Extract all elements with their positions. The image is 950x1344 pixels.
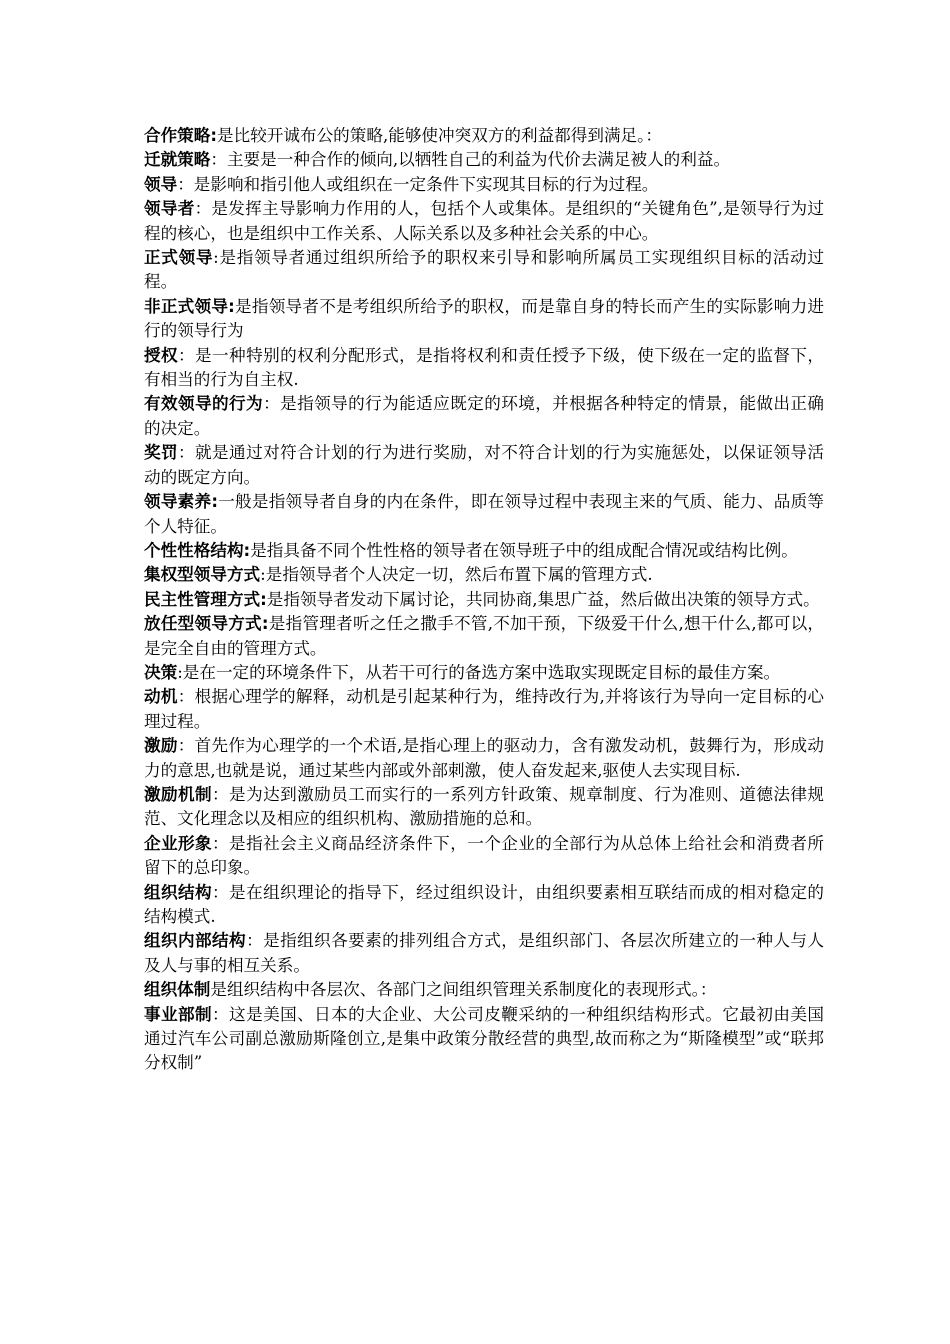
- term: 动机: [144, 687, 178, 707]
- definition: ：首先作为心理学的一个术语,是指心理上的驱动力，含有激发动机，鼓舞行为，形成动力的意思,也就是说，通过某些内部或外部刺激，使人奋发起来,驱使人去实现目标.: [144, 736, 825, 780]
- entry-accommodation-strategy: [144, 148, 824, 172]
- term: 领导者: [144, 199, 195, 219]
- definition: ：是指组织各要素的排列组合方式，是组织部门、各层次所建立的一种人与人及人与事的相互关系。: [144, 931, 824, 975]
- entry-formal-leadership: [144, 246, 824, 295]
- term: 企业形象: [144, 833, 213, 853]
- term: 组织内部结构: [144, 931, 247, 951]
- term: 正式领导: [144, 248, 214, 268]
- entry-laissez-faire-style: [144, 612, 824, 661]
- definition: ：是为达到激励员工而实行的一系列方针政策、规章制度、行为准则、道德法律规范、文化理念以及相应的组织机构、激励措施的总和。: [144, 784, 825, 829]
- entry-personality-structure: [144, 539, 824, 563]
- term: 组织结构: [144, 882, 213, 902]
- term: 激励机制: [144, 784, 213, 804]
- entry-organizational-system: [144, 978, 824, 1002]
- term: 奖罚: [144, 443, 179, 463]
- definition: :是在一定的环境条件下，从若干可行的备选方案中选取实现既定目标的最佳方案。: [177, 662, 781, 682]
- entry-organizational-structure: [144, 881, 824, 930]
- term: 非正式领导:: [144, 296, 235, 316]
- definition: ：根据心理学的解释，动机是引起某种行为，维持改行为,并将该行为导向一定目标的心理过程。: [144, 687, 825, 731]
- definition: ：是发挥主导影响力作用的人，包括个人或集体。是组织的“关键角色”,是领导行为过程的核心，也是组织中工作关系、人际关系以及多种社会关系的中心。: [144, 199, 824, 243]
- term: 个性性格结构:: [144, 540, 251, 560]
- definition: :是指领导者通过组织所给予的职权来引导和影响所属员工实现组织目标的活动过程。: [144, 248, 824, 292]
- entry-incentive: [144, 734, 824, 783]
- entry-effective-leadership-behavior: [144, 392, 824, 441]
- glossary-page: [144, 124, 824, 1076]
- definition: ：是指领导的行为能适应既定的环境，并根据各种特定的情景，能做出正确的决定。: [144, 394, 825, 438]
- entry-corporate-image: [144, 832, 824, 881]
- entry-democratic-style: [144, 588, 824, 612]
- term: 有效领导的行为: [144, 394, 264, 414]
- definition: ：是一种特别的权利分配形式，是指将权利和责任授予下级，使下级在一定的监督下，有相当的行为自主权.: [144, 345, 825, 390]
- definition: 是指具备不同个性性格的领导者在领导班子中的组成配合情况或结构比例。: [250, 540, 798, 560]
- definition: 是指领导者发动下属讨论，共同协商,集思广益，然后做出决策的领导方式。: [266, 589, 820, 609]
- entry-decision: [144, 661, 824, 685]
- definition: :是指领导者个人决定一切，然后布置下属的管理方式.: [260, 565, 653, 585]
- definition: ：是影响和指引他人或组织在一定条件下实现其目标的行为过程。: [177, 174, 659, 194]
- term: 授权: [144, 345, 179, 365]
- term: 集权型领导方式: [144, 565, 261, 585]
- term: 领导素养:: [144, 492, 218, 512]
- entry-leadership: [144, 173, 824, 197]
- entry-incentive-mechanism: [144, 783, 824, 832]
- term: 民主性管理方式:: [144, 589, 267, 609]
- definition: ：主要是一种合作的倾向,以牺牲自己的利益为代价去满足被人的利益。: [210, 150, 731, 170]
- entry-cooperation-strategy: [144, 124, 824, 148]
- definition: ：是指社会主义商品经济条件下，一个企业的全部行为从总体上给社会和消费者所留下的总印象。: [144, 833, 825, 878]
- definition: 是比较开诚布公的策略,能够使冲突双方的利益都得到满足。：: [217, 126, 663, 145]
- entry-leader: [144, 197, 824, 246]
- entry-motivation: [144, 685, 824, 734]
- definition: ：就是通过对符合计划的行为进行奖励，对不符合计划的行为实施惩处，以保证领导活动的既定方向。: [144, 443, 825, 487]
- term: 决策: [144, 662, 178, 682]
- definition: 是指领导者不是考组织所给予的职权，而是靠自身的特长而产生的实际影响力进行的领导行为: [144, 296, 824, 341]
- definition: ：是在组织理论的指导下，经过组织设计，由组织要素相互联结而成的相对稳定的结构模式.: [144, 882, 825, 926]
- term: 激励: [144, 736, 178, 756]
- entry-rewards-punishments: [144, 441, 824, 490]
- entry-autocratic-style: [144, 563, 824, 587]
- definition: 一般是指领导者自身的内在条件，即在领导过程中表现主来的气质、能力、品质等个人特征。: [144, 492, 825, 536]
- term: 迁就策略: [144, 150, 211, 170]
- term: 放任型领导方式:: [144, 614, 269, 634]
- term: 合作策略:: [144, 126, 218, 145]
- entry-divisional-system: [144, 1003, 824, 1076]
- entry-leadership-qualities: [144, 490, 824, 539]
- entry-delegation: [144, 344, 824, 393]
- entry-internal-structure: [144, 929, 824, 978]
- definition: 是组织结构中各层次、各部门之间组织管理关系制度化的表现形式。：: [210, 980, 717, 1000]
- entry-informal-leadership: [144, 295, 824, 344]
- definition: 是指管理者听之任之撒手不管,不加干预，下级爱干什么,想干什么,都可以，是完全自由的管理方式。: [144, 614, 824, 658]
- definition: ：这是美国、日本的大企业、大公司皮鞭采纳的一种组织结构形式。它最初由美国通过汽车公司副总激励斯隆创立,是集中政策分散经营的典型,故而称之为“斯隆模型”或“联邦分权制”: [144, 1004, 825, 1073]
- term: 事业部制: [144, 1004, 213, 1024]
- term: 领导: [144, 174, 178, 194]
- term: 组织体制: [144, 980, 211, 1000]
